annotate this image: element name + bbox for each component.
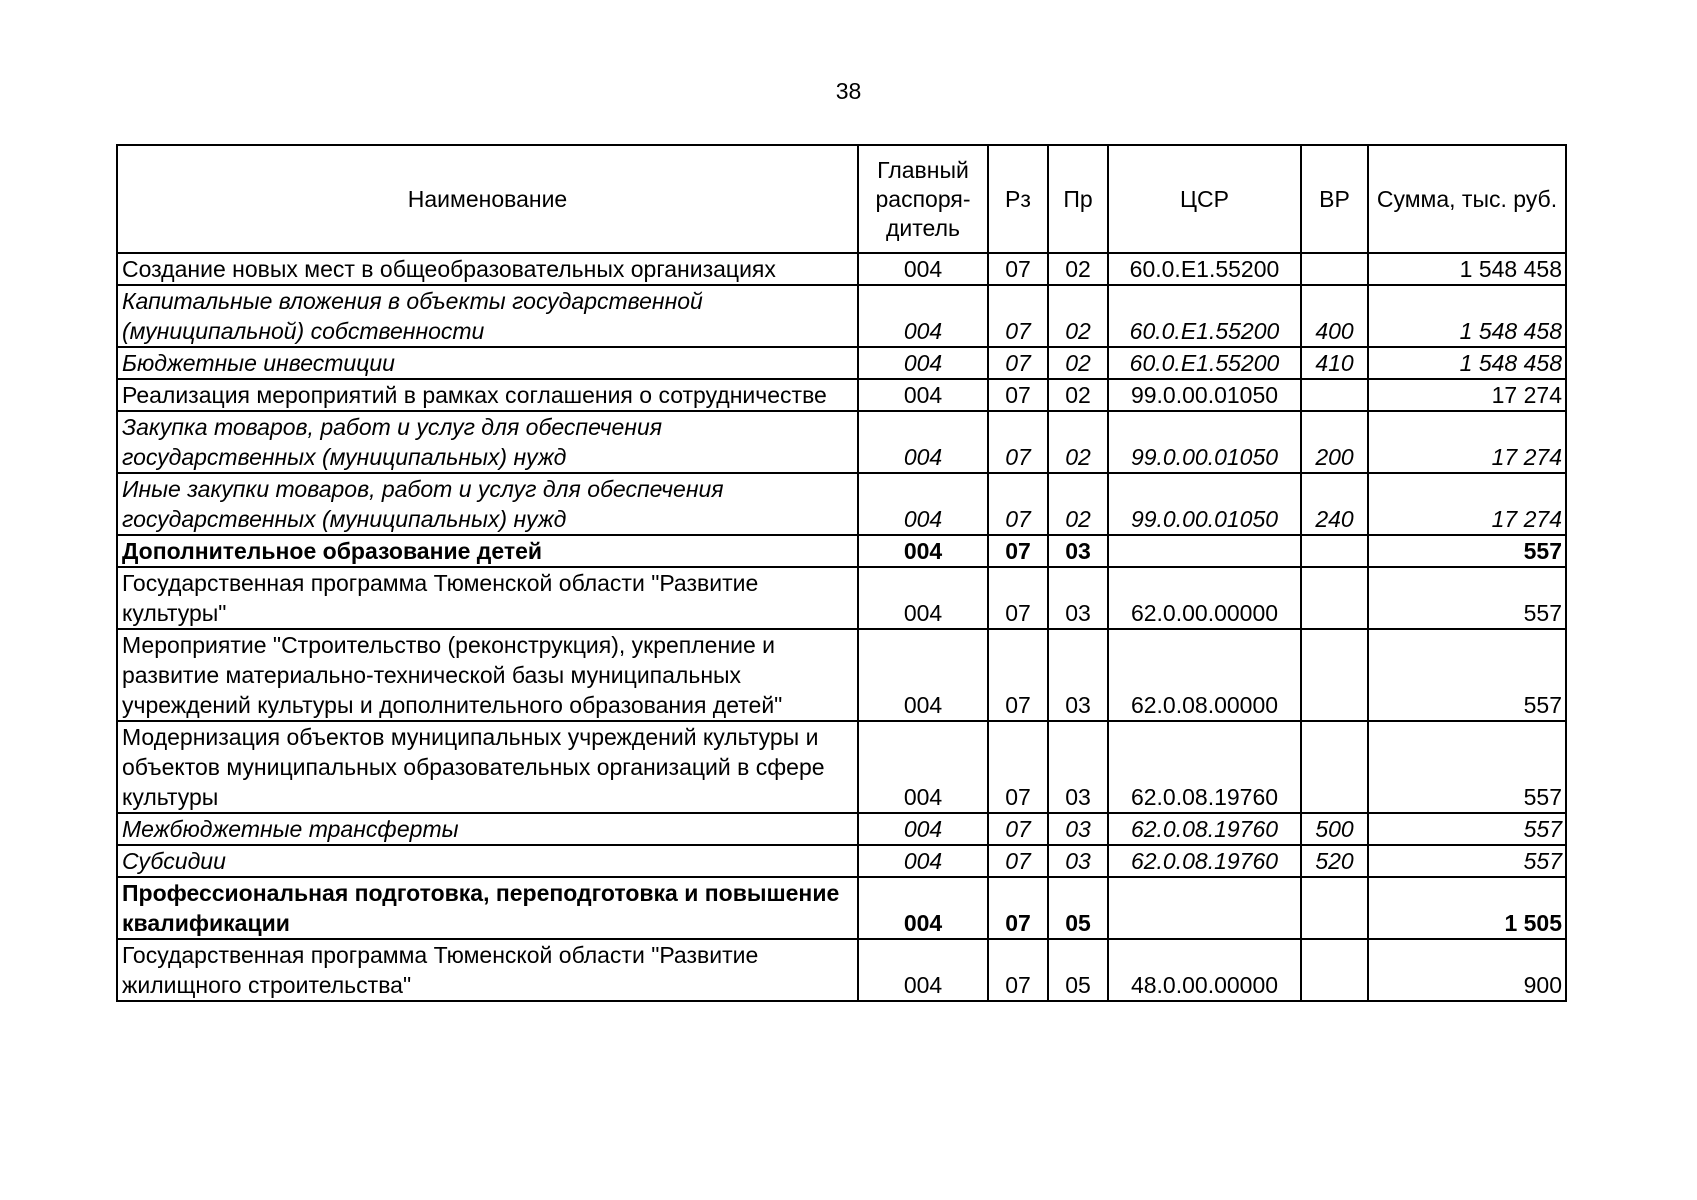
cell-subsection: 02 (1048, 473, 1108, 535)
cell-section: 07 (988, 845, 1048, 877)
cell-target-article: 99.0.00.01050 (1108, 379, 1301, 411)
cell-expense-type (1301, 253, 1368, 285)
cell-name: Бюджетные инвестиции (117, 347, 858, 379)
cell-expense-type: 200 (1301, 411, 1368, 473)
cell-chief-manager: 004 (858, 379, 988, 411)
table-row (117, 845, 1566, 877)
cell-target-article: 62.0.08.19760 (1108, 813, 1301, 845)
cell-subsection: 02 (1048, 285, 1108, 347)
cell-subsection: 05 (1048, 877, 1108, 939)
cell-section: 07 (988, 535, 1048, 567)
cell-chief-manager: 004 (858, 721, 988, 813)
cell-section: 07 (988, 877, 1048, 939)
cell-name: Создание новых мест в общеобразовательных организациях (117, 253, 858, 285)
cell-sum: 900 (1368, 939, 1566, 1001)
cell-expense-type (1301, 567, 1368, 629)
table-row (117, 379, 1566, 411)
cell-sum: 557 (1368, 845, 1566, 877)
cell-sum: 557 (1368, 567, 1566, 629)
header-subsection: Пр (1048, 145, 1108, 253)
cell-section: 07 (988, 813, 1048, 845)
cell-target-article: 62.0.08.00000 (1108, 629, 1301, 721)
cell-sum: 557 (1368, 535, 1566, 567)
cell-section: 07 (988, 347, 1048, 379)
cell-name: Дополнительное образование детей (117, 535, 858, 567)
cell-section: 07 (988, 567, 1048, 629)
cell-expense-type: 240 (1301, 473, 1368, 535)
table-row (117, 629, 1566, 721)
cell-section: 07 (988, 379, 1048, 411)
cell-expense-type (1301, 877, 1368, 939)
table-row (117, 473, 1566, 535)
cell-section: 07 (988, 285, 1048, 347)
cell-subsection: 02 (1048, 253, 1108, 285)
cell-chief-manager: 004 (858, 285, 988, 347)
cell-subsection: 02 (1048, 411, 1108, 473)
cell-name: Профессиональная подготовка, переподготовка и повышение квалификации (117, 877, 858, 939)
table-row (117, 721, 1566, 813)
page-number: 38 (835, 78, 862, 104)
cell-expense-type (1301, 939, 1368, 1001)
cell-sum: 557 (1368, 813, 1566, 845)
cell-name: Реализация мероприятий в рамках соглашения о сотрудничестве (117, 379, 858, 411)
cell-target-article (1108, 877, 1301, 939)
cell-expense-type (1301, 721, 1368, 813)
cell-sum: 17 274 (1368, 379, 1566, 411)
cell-chief-manager: 004 (858, 347, 988, 379)
table-row (117, 567, 1566, 629)
cell-chief-manager: 004 (858, 567, 988, 629)
cell-sum: 557 (1368, 721, 1566, 813)
cell-target-article: 60.0.E1.55200 (1108, 347, 1301, 379)
cell-chief-manager: 004 (858, 253, 988, 285)
cell-target-article: 62.0.08.19760 (1108, 845, 1301, 877)
cell-target-article: 60.0.E1.55200 (1108, 253, 1301, 285)
cell-section: 07 (988, 939, 1048, 1001)
table-row (117, 939, 1566, 1001)
cell-expense-type: 500 (1301, 813, 1368, 845)
table-row (117, 535, 1566, 567)
cell-sum: 1 548 458 (1368, 285, 1566, 347)
cell-section: 07 (988, 411, 1048, 473)
cell-target-article: 60.0.E1.55200 (1108, 285, 1301, 347)
cell-chief-manager: 004 (858, 535, 988, 567)
cell-subsection: 03 (1048, 535, 1108, 567)
cell-name: Мероприятие "Строительство (реконструкция), укрепление и развитие материально-технической базы муниципальных учреждений культуры и дополнительного образования детей" (117, 629, 858, 721)
header-expense-type: ВР (1301, 145, 1368, 253)
header-target-article: ЦСР (1108, 145, 1301, 253)
cell-sum: 1 548 458 (1368, 253, 1566, 285)
cell-chief-manager: 004 (858, 473, 988, 535)
cell-name: Иные закупки товаров, работ и услуг для обеспечения государственных (муниципальных) нужд (117, 473, 858, 535)
cell-subsection: 02 (1048, 379, 1108, 411)
cell-target-article: 99.0.00.01050 (1108, 411, 1301, 473)
cell-subsection: 03 (1048, 629, 1108, 721)
cell-name: Капитальные вложения в объекты государственной (муниципальной) собственности (117, 285, 858, 347)
cell-chief-manager: 004 (858, 845, 988, 877)
cell-section: 07 (988, 721, 1048, 813)
header-sum: Сумма, тыс. руб. (1368, 145, 1566, 253)
table-row (117, 877, 1566, 939)
cell-sum: 17 274 (1368, 473, 1566, 535)
table-row (117, 411, 1566, 473)
cell-expense-type: 410 (1301, 347, 1368, 379)
table-row (117, 813, 1566, 845)
cell-subsection: 03 (1048, 567, 1108, 629)
budget-table (116, 144, 1567, 1002)
cell-section: 07 (988, 473, 1048, 535)
cell-target-article: 48.0.00.00000 (1108, 939, 1301, 1001)
cell-chief-manager: 004 (858, 813, 988, 845)
cell-name: Модернизация объектов муниципальных учреждений культуры и объектов муниципальных образовательных организаций в сфере культуры (117, 721, 858, 813)
header-name: Наименование (117, 145, 858, 253)
table-body (117, 253, 1566, 1001)
cell-sum: 17 274 (1368, 411, 1566, 473)
cell-sum: 1 548 458 (1368, 347, 1566, 379)
cell-subsection: 03 (1048, 721, 1108, 813)
cell-subsection: 05 (1048, 939, 1108, 1001)
cell-target-article (1108, 535, 1301, 567)
table-row (117, 285, 1566, 347)
cell-subsection: 03 (1048, 845, 1108, 877)
cell-name: Межбюджетные трансферты (117, 813, 858, 845)
cell-section: 07 (988, 629, 1048, 721)
cell-expense-type (1301, 629, 1368, 721)
cell-chief-manager: 004 (858, 629, 988, 721)
table-row (117, 253, 1566, 285)
table-row (117, 347, 1566, 379)
cell-name: Государственная программа Тюменской области "Развитие жилищного строительства" (117, 939, 858, 1001)
cell-expense-type: 520 (1301, 845, 1368, 877)
header-section: Рз (988, 145, 1048, 253)
cell-expense-type (1301, 535, 1368, 567)
cell-chief-manager: 004 (858, 939, 988, 1001)
cell-target-article: 99.0.00.01050 (1108, 473, 1301, 535)
cell-expense-type (1301, 379, 1368, 411)
cell-target-article: 62.0.08.19760 (1108, 721, 1301, 813)
cell-sum: 1 505 (1368, 877, 1566, 939)
cell-expense-type: 400 (1301, 285, 1368, 347)
cell-sum: 557 (1368, 629, 1566, 721)
cell-chief-manager: 004 (858, 877, 988, 939)
cell-name: Государственная программа Тюменской области "Развитие культуры" (117, 567, 858, 629)
cell-section: 07 (988, 253, 1048, 285)
cell-subsection: 02 (1048, 347, 1108, 379)
cell-chief-manager: 004 (858, 411, 988, 473)
header-chief-manager: Главный распоря-дитель (858, 145, 988, 253)
cell-name: Субсидии (117, 845, 858, 877)
cell-target-article: 62.0.00.00000 (1108, 567, 1301, 629)
table-header-row (117, 145, 1566, 253)
cell-name: Закупка товаров, работ и услуг для обеспечения государственных (муниципальных) нужд (117, 411, 858, 473)
cell-subsection: 03 (1048, 813, 1108, 845)
